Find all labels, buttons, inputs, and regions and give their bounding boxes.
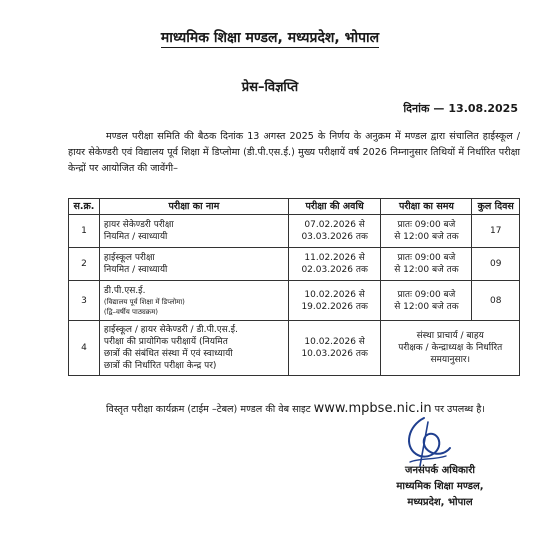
officer-block [380, 463, 500, 511]
row-exam-name: हाईस्कूल परीक्षा नियमित / स्वाध्यायी [99, 248, 288, 281]
col-header-days: कुल दिवस [472, 199, 520, 215]
officer-place: मध्यप्रदेश, भोपाल [407, 497, 473, 508]
row-days: 08 [472, 281, 520, 321]
officer-signature [398, 412, 458, 470]
intro-paragraph: मण्डल परीक्षा समिति की बैठक दिनांक 13 अगस्त 2025 के निर्णय के अनुक्रम में मण्डल द्वारा संचालित हाईस्कूल / हायर सेकेण्डरी एवं विद्यालय पूर्व शिक्षा में डिप्लोमा (डी.पी.एस.ई.) मुख्य परीक्षायें वर्ष 2026 निम्नानुसार तिथियों में निर्धारित परीक्षा केन्द्रों पर आयोजित की जावेंगी– [68, 131, 520, 174]
table-row [69, 321, 520, 376]
col-header-period: परीक्षा की अवधि [288, 199, 381, 215]
row-sn: 4 [69, 321, 100, 376]
officer-designation: जनसंपर्क अधिकारी [405, 465, 475, 476]
row-time: संस्था प्राचार्य / बाहय परीक्षक / केन्द्राध्यक्ष के निर्धारित समयानुसार। [381, 321, 520, 376]
row-days: 17 [472, 215, 520, 248]
board-website-link[interactable]: www.mpbse.nic.in [313, 401, 432, 416]
row-period: 10.02.2026 से 19.02.2026 तक [288, 281, 381, 321]
row-days: 09 [472, 248, 520, 281]
row-period: 11.02.2026 से 02.03.2026 तक [288, 248, 381, 281]
officer-org: माध्यमिक शिक्षा मण्डल, [396, 481, 484, 492]
date-label: दिनांक [403, 102, 430, 115]
date-value: 13.08.2025 [448, 102, 518, 115]
row-period: 10.02.2026 से 10.03.2026 तक [288, 321, 381, 376]
row-exam-name: हाईस्कूल / हायर सेकेण्डरी / डी.पी.एस.ई. परीक्षा की प्रायोगिक परीक्षायें (नियमित छात्रों की संबंधित संस्था में एवं स्वाध्यायी छात्रों की निर्धारित परीक्षा केन्द्र पर) [99, 321, 288, 376]
exam-schedule-table [68, 198, 520, 376]
row-time: प्रातः 09:00 बजे से 12:00 बजे तक [381, 248, 472, 281]
press-release-heading: प्रेस–विज्ञप्ति [241, 80, 299, 95]
release-date: दिनांक — 13.08.2025 [403, 102, 518, 115]
row-time: प्रातः 09:00 बजे से 12:00 बजे तक [381, 281, 472, 321]
row-period: 07.02.2026 से 03.03.2026 तक [288, 215, 381, 248]
col-header-time: परीक्षा का समय [381, 199, 472, 215]
row-exam-name: डी.पी.एस.ई. (विद्यालय पूर्व शिक्षा में डिप्लोमा) (द्वि–वर्षीय पाठ्यक्रम) [99, 281, 288, 321]
row-sn: 1 [69, 215, 100, 248]
board-title: माध्यमिक शिक्षा मण्डल, मध्यप्रदेश, भोपाल [160, 30, 380, 46]
footer-text: विस्तृत परीक्षा कार्यक्रम (टाईम –टेबल) मण्डल की वेब साइट [106, 404, 311, 415]
table-row [69, 248, 520, 281]
row-sn: 2 [69, 248, 100, 281]
table-row [69, 215, 520, 248]
table-header-row [69, 199, 520, 215]
table-row [69, 281, 520, 321]
row-exam-name: हायर सेकेण्डरी परीक्षा नियमित / स्वाध्यायी [99, 215, 288, 248]
row-sn: 3 [69, 281, 100, 321]
col-header-exam-name: परीक्षा का नाम [99, 199, 288, 215]
col-header-sn: स.क्र. [69, 199, 100, 215]
footer-text-end: पर उपलब्ध है। [434, 404, 485, 415]
row-time: प्रातः 09:00 बजे से 12:00 बजे तक [381, 215, 472, 248]
